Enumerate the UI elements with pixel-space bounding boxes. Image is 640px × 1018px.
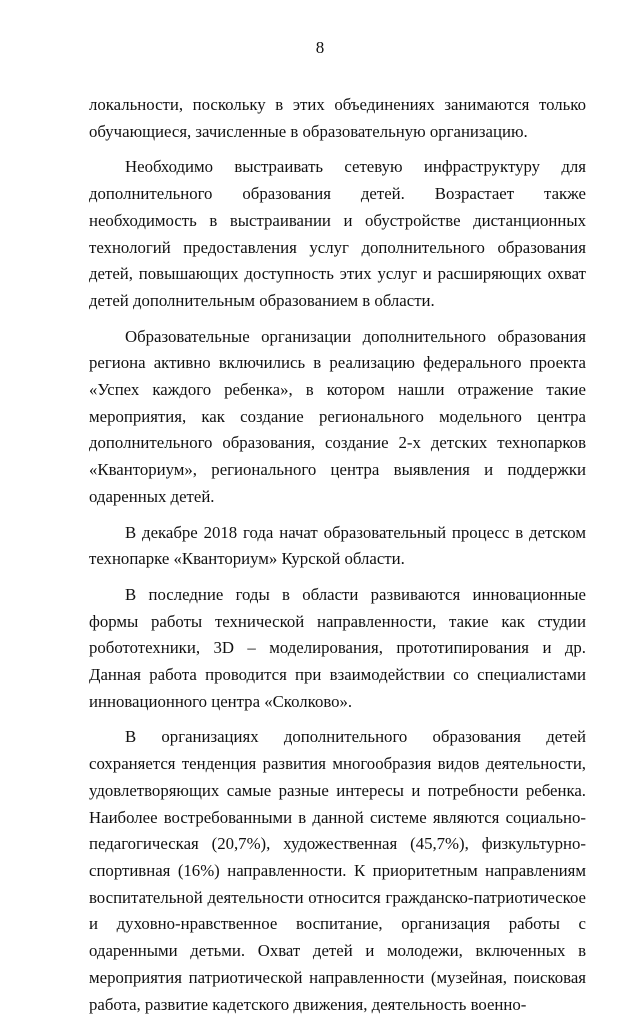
document-body — [89, 92, 586, 1018]
paragraph-network-infrastructure: Необходимо выстраивать сетевую инфраструктуру для дополнительного образования детей. Возрастает также необходимость в выстраивании и обустройстве дистанционных технологий предоставления услуг дополнительного образования детей, повышающих доступность этих услуг и расширяющих охват детей дополнительным образованием в области. — [89, 157, 586, 310]
paragraph-federal-project: Образовательные организации дополнительного образования региона активно включились в реализацию федерального проекта «Успех каждого ребенка», в котором нашли отражение такие мероприятия, как создание регионального модельного центра дополнительного образования, создание 2-х детских технопарков «Кванториум», регионального центра выявления и поддержки одаренных детей. — [89, 326, 586, 506]
paragraph-innovative-forms: В последние годы в области развиваются инновационные формы работы технической направленности, такие как студии робототехники, 3D – моделирования, прототипирования и др. Данная работа проводится при взаимодействии со специалистами инновационного центра «Сколково». — [89, 584, 586, 711]
paragraph-kvantorium: В декабре 2018 года начат образовательный процесс в детском технопарке «Кванториум» Курской области. — [89, 522, 586, 569]
page-number: 8 — [315, 38, 325, 57]
paragraph-activity-diversity: В организациях дополнительного образования детей сохраняется тенденция развития многообразия видов деятельности, удовлетворяющих самые разные интересы и потребности ребенка. Наиболее востребованными в данной системе являются социально-педагогическая (20,7%), художественная (45,7%), физкультурно-спортивная (16%) направленности. К приоритетным направлениям воспитательной деятельности относится гражданско-патриотическое и духовно-нравственное воспитание, организация работы с одаренными детьми. Охват детей и молодежи, включенных в мероприятия патриотической направленности (музейная, поисковая работа, развитие кадетского движения, деятельность военно- — [89, 727, 586, 1014]
paragraph-continuation: локальности, поскольку в этих объединениях занимаются только обучающиеся, зачисленные в образовательную организацию. — [89, 95, 586, 141]
